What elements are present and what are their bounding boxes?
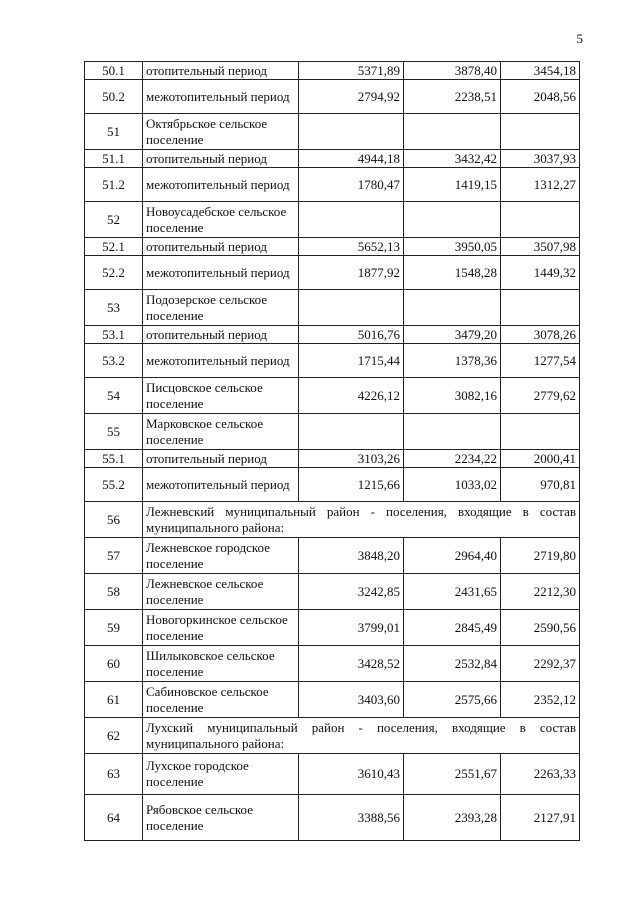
row-value-3 xyxy=(501,114,580,150)
row-value-1: 2794,92 xyxy=(299,80,404,114)
row-number: 61 xyxy=(85,682,143,718)
table-row xyxy=(85,610,580,646)
row-name: отопительный период xyxy=(143,450,299,468)
row-name: Рябовское сельское поселение xyxy=(143,795,299,841)
row-number: 52.1 xyxy=(85,238,143,256)
row-number: 62 xyxy=(85,718,143,754)
row-name: Новоусадебское сельское поселение xyxy=(143,202,299,238)
row-name: межотопительный период xyxy=(143,256,299,290)
row-value-2: 1378,36 xyxy=(404,344,501,378)
row-number: 50.1 xyxy=(85,62,143,80)
table-row xyxy=(85,80,580,114)
row-value-2: 2551,67 xyxy=(404,754,501,795)
row-value-3: 1312,27 xyxy=(501,168,580,202)
row-value-3: 2048,56 xyxy=(501,80,580,114)
row-number: 55.2 xyxy=(85,468,143,502)
row-name: Подозерское сельское поселение xyxy=(143,290,299,326)
table-row xyxy=(85,502,580,538)
row-value-2 xyxy=(404,114,501,150)
table-row xyxy=(85,414,580,450)
district-heading: Лухский муниципальный район - поселения, входящие в состав муниципального района: xyxy=(143,718,580,754)
row-name: межотопительный период xyxy=(143,80,299,114)
table-row xyxy=(85,718,580,754)
row-value-1: 3388,56 xyxy=(299,795,404,841)
row-value-2: 2234,22 xyxy=(404,450,501,468)
row-value-1 xyxy=(299,114,404,150)
row-name: отопительный период xyxy=(143,238,299,256)
row-value-3 xyxy=(501,202,580,238)
table-row xyxy=(85,256,580,290)
table-row xyxy=(85,682,580,718)
row-value-1: 3242,85 xyxy=(299,574,404,610)
table-row xyxy=(85,202,580,238)
row-value-2: 2845,49 xyxy=(404,610,501,646)
row-value-3 xyxy=(501,414,580,450)
row-value-1: 5652,13 xyxy=(299,238,404,256)
row-value-1 xyxy=(299,414,404,450)
row-value-2: 1548,28 xyxy=(404,256,501,290)
row-value-2: 1033,02 xyxy=(404,468,501,502)
row-number: 60 xyxy=(85,646,143,682)
district-heading: Лежневский муниципальный район - поселения, входящие в состав муниципального района: xyxy=(143,502,580,538)
row-value-3: 3037,93 xyxy=(501,150,580,168)
row-value-2: 3479,20 xyxy=(404,326,501,344)
table-row xyxy=(85,326,580,344)
table-row xyxy=(85,795,580,841)
row-name: отопительный период xyxy=(143,150,299,168)
row-value-3: 3078,26 xyxy=(501,326,580,344)
row-value-1: 3103,26 xyxy=(299,450,404,468)
row-value-1: 1715,44 xyxy=(299,344,404,378)
row-name: отопительный период xyxy=(143,62,299,80)
row-value-3: 2352,12 xyxy=(501,682,580,718)
row-value-2: 2238,51 xyxy=(404,80,501,114)
row-value-1: 4226,12 xyxy=(299,378,404,414)
row-value-3: 2590,56 xyxy=(501,610,580,646)
table-row xyxy=(85,62,580,80)
row-number: 51 xyxy=(85,114,143,150)
row-name: Лежневское городское поселение xyxy=(143,538,299,574)
row-number: 51.1 xyxy=(85,150,143,168)
row-value-2 xyxy=(404,202,501,238)
row-value-3: 3454,18 xyxy=(501,62,580,80)
table-row xyxy=(85,168,580,202)
row-value-3: 2127,91 xyxy=(501,795,580,841)
row-value-3 xyxy=(501,290,580,326)
table-row xyxy=(85,468,580,502)
row-value-1 xyxy=(299,202,404,238)
row-number: 57 xyxy=(85,538,143,574)
row-value-2: 2575,66 xyxy=(404,682,501,718)
row-value-3: 2263,33 xyxy=(501,754,580,795)
row-name: Сабиновское сельское поселение xyxy=(143,682,299,718)
row-number: 64 xyxy=(85,795,143,841)
row-value-2: 3432,42 xyxy=(404,150,501,168)
row-value-1: 3610,43 xyxy=(299,754,404,795)
row-number: 54 xyxy=(85,378,143,414)
row-value-2: 2431,65 xyxy=(404,574,501,610)
row-value-1: 3799,01 xyxy=(299,610,404,646)
row-value-1: 1877,92 xyxy=(299,256,404,290)
row-name: Лежневское сельское поселение xyxy=(143,574,299,610)
row-value-3: 1277,54 xyxy=(501,344,580,378)
row-number: 59 xyxy=(85,610,143,646)
table-row xyxy=(85,538,580,574)
table-row xyxy=(85,754,580,795)
row-number: 53.1 xyxy=(85,326,143,344)
row-value-2: 2532,84 xyxy=(404,646,501,682)
row-value-2: 2393,28 xyxy=(404,795,501,841)
row-value-2: 3082,16 xyxy=(404,378,501,414)
row-value-3: 1449,32 xyxy=(501,256,580,290)
row-number: 55.1 xyxy=(85,450,143,468)
row-number: 53.2 xyxy=(85,344,143,378)
row-value-1: 1780,47 xyxy=(299,168,404,202)
table-row xyxy=(85,378,580,414)
row-value-2 xyxy=(404,414,501,450)
table-row xyxy=(85,290,580,326)
page-number: 5 xyxy=(576,31,583,46)
row-name: Октябрьское сельское поселение xyxy=(143,114,299,150)
row-number: 52 xyxy=(85,202,143,238)
row-number: 52.2 xyxy=(85,256,143,290)
row-value-3: 970,81 xyxy=(501,468,580,502)
row-value-3: 2212,30 xyxy=(501,574,580,610)
row-name: межотопительный период xyxy=(143,468,299,502)
row-value-2: 3878,40 xyxy=(404,62,501,80)
table-row xyxy=(85,150,580,168)
row-value-3: 3507,98 xyxy=(501,238,580,256)
row-name: отопительный период xyxy=(143,326,299,344)
row-value-2: 2964,40 xyxy=(404,538,501,574)
row-number: 53 xyxy=(85,290,143,326)
row-value-3: 2292,37 xyxy=(501,646,580,682)
table-row xyxy=(85,114,580,150)
row-name: Писцовское сельское поселение xyxy=(143,378,299,414)
table-row xyxy=(85,646,580,682)
row-name: межотопительный период xyxy=(143,168,299,202)
row-name: Лухское городское поселение xyxy=(143,754,299,795)
table-row xyxy=(85,344,580,378)
row-value-1: 3848,20 xyxy=(299,538,404,574)
row-value-3: 2000,41 xyxy=(501,450,580,468)
row-value-1: 3428,52 xyxy=(299,646,404,682)
row-value-1: 4944,18 xyxy=(299,150,404,168)
tariff-table xyxy=(84,61,580,841)
tariff-table-body xyxy=(85,62,580,841)
row-value-2 xyxy=(404,290,501,326)
table-row xyxy=(85,238,580,256)
row-name: Новогоркинское сельское поселение xyxy=(143,610,299,646)
row-number: 51.2 xyxy=(85,168,143,202)
table-row xyxy=(85,574,580,610)
row-name: межотопительный период xyxy=(143,344,299,378)
row-number: 63 xyxy=(85,754,143,795)
row-number: 50.2 xyxy=(85,80,143,114)
row-number: 55 xyxy=(85,414,143,450)
table-row xyxy=(85,450,580,468)
row-number: 56 xyxy=(85,502,143,538)
row-name: Марковское сельское поселение xyxy=(143,414,299,450)
row-value-1 xyxy=(299,290,404,326)
row-value-3: 2779,62 xyxy=(501,378,580,414)
row-value-3: 2719,80 xyxy=(501,538,580,574)
row-value-1: 5371,89 xyxy=(299,62,404,80)
row-number: 58 xyxy=(85,574,143,610)
row-value-1: 3403,60 xyxy=(299,682,404,718)
row-value-1: 1215,66 xyxy=(299,468,404,502)
row-value-2: 1419,15 xyxy=(404,168,501,202)
row-name: Шилыковское сельское поселение xyxy=(143,646,299,682)
row-value-1: 5016,76 xyxy=(299,326,404,344)
row-value-2: 3950,05 xyxy=(404,238,501,256)
